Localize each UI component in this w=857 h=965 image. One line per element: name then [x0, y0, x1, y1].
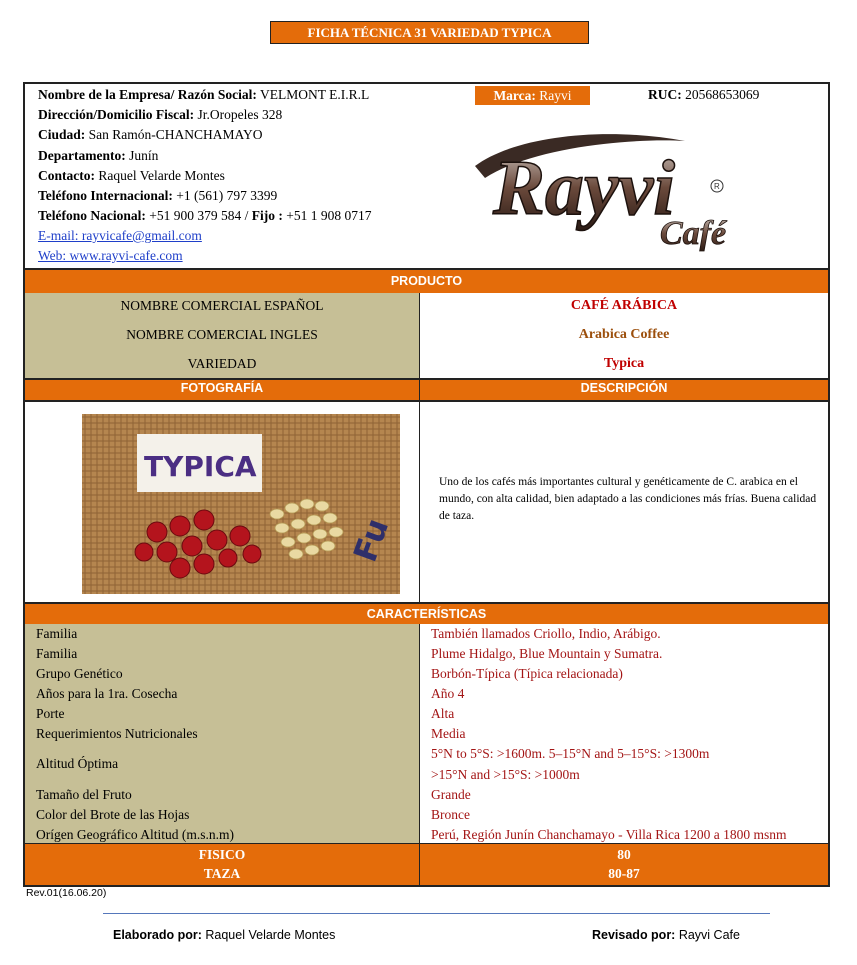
product-value-en: Arabica Coffee: [578, 327, 670, 342]
char-value-stature: Alta: [431, 706, 455, 721]
brand-badge: Marca: Rayvi: [475, 86, 590, 105]
natl-phone-line: Teléfono Nacional: +51 900 379 584 / Fijo : +51 1 908 0717: [38, 208, 372, 223]
char-label-fruit-size: Tamaño del Fruto: [36, 787, 132, 802]
score-label-cup: TAZA: [203, 866, 241, 881]
char-value-leaf-tip: Bronce: [431, 807, 470, 822]
product-label-variety: VARIEDAD: [187, 356, 257, 371]
char-label-genetic-group: Grupo Genético: [36, 666, 123, 681]
address-line: Dirección/Domicilio Fiscal: Jr.Oropeles 328: [38, 107, 283, 122]
score-value-cup: 80-87: [608, 866, 640, 881]
char-label-altitude: Altitud Óptima: [36, 756, 119, 771]
char-value-origin: Perú, Región Junín Chanchamayo - Villa Rica 1200 a 1800 msnm: [431, 827, 787, 842]
divider: [419, 378, 420, 602]
score-value-physical: 80: [617, 847, 631, 862]
char-label-first-harvest: Años para la 1ra. Cosecha: [36, 686, 178, 701]
char-value-nutrition: Media: [431, 726, 466, 741]
char-value-altitude: 5°N to 5°S: >1600m. 5–15°N and 5–15°S: >1300m: [431, 746, 710, 761]
signature-divider: [103, 913, 770, 914]
product-label-en: NOMBRE COMERCIAL INGLES: [126, 327, 318, 342]
prepared-by: Elaborado por: Raquel Velarde Montes: [113, 928, 336, 942]
contact-line: Contacto: Raquel Velarde Montes: [38, 168, 225, 183]
photo-section-title: FOTOGRAFÍA: [180, 381, 264, 395]
variety-description: Uno de los cafés más importantes cultural y genéticamente de C. arabica en el mundo, con alta calidad, bien adaptado a las condiciones más frías. Buena calidad de taza.: [439, 476, 817, 522]
product-section-header: PRODUCTO: [25, 268, 828, 293]
char-label-nutrition: Requerimientos Nutricionales: [36, 726, 198, 741]
divider: [25, 843, 828, 844]
product-value-variety: Typica: [603, 356, 645, 371]
char-label-origin: Orígen Geográfico Altitud (m.s.n.m): [36, 827, 234, 842]
description-section-title: DESCRIPCIÓN: [580, 381, 668, 395]
reviewed-by: Revisado por: Rayvi Cafe: [592, 928, 740, 942]
svg-text:TYPICA: TYPICA: [144, 450, 257, 483]
char-label-stature: Porte: [36, 706, 65, 721]
char-value-fruit-size: Grande: [431, 787, 471, 802]
rayvi-cafe-logo: [455, 126, 765, 256]
svg-text:Fu: Fu: [345, 513, 397, 567]
department-line: Departamento: Junín: [38, 148, 159, 163]
svg-text:Café: Café: [660, 215, 727, 252]
tech-sheet: [23, 82, 830, 887]
svg-text:Rayvi: Rayvi: [493, 144, 675, 231]
typica-coffee-photo: [82, 414, 400, 594]
char-label-family: Familia: [36, 626, 78, 641]
char-value-altitude-2: >15°N and >15°S: >1000m: [431, 767, 580, 782]
char-value-first-harvest: Año 4: [431, 686, 465, 701]
company-name-line: Nombre de la Empresa/ Razón Social: VELMONT E.I.R.L: [38, 87, 370, 102]
web-link[interactable]: Web: www.rayvi-cafe.com: [38, 248, 183, 263]
email-link[interactable]: E-mail: rayvicafe@gmail.com: [38, 228, 202, 243]
intl-phone-line: Teléfono Internacional: +1 (561) 797 3399: [38, 188, 278, 203]
document-title: FICHA TÉCNICA 31 VARIEDAD TYPICA: [270, 21, 589, 44]
product-value-es: CAFÉ ARÁBICA: [570, 298, 678, 313]
char-value-family: También llamados Criollo, Indio, Arábigo.: [431, 626, 661, 641]
char-value-family-2: Plume Hidalgo, Blue Mountain y Sumatra.: [431, 646, 663, 661]
product-label-es: NOMBRE COMERCIAL ESPAÑOL: [120, 298, 324, 313]
score-label-physical: FISICO: [198, 847, 246, 862]
char-label-family-2: Familia: [36, 646, 78, 661]
city-line: Ciudad: San Ramón-CHANCHAMAYO: [38, 127, 263, 142]
char-label-leaf-tip: Color del Brote de las Hojas: [36, 807, 190, 822]
svg-text:R: R: [714, 182, 720, 191]
ruc-line: RUC: 20568653069: [648, 87, 760, 102]
revision-code: Rev.01(16.06.20): [26, 887, 107, 899]
characteristics-section-header: CARACTERÍSTICAS: [25, 602, 828, 624]
char-value-genetic-group: Borbón-Típica (Típica relacionada): [431, 666, 623, 681]
